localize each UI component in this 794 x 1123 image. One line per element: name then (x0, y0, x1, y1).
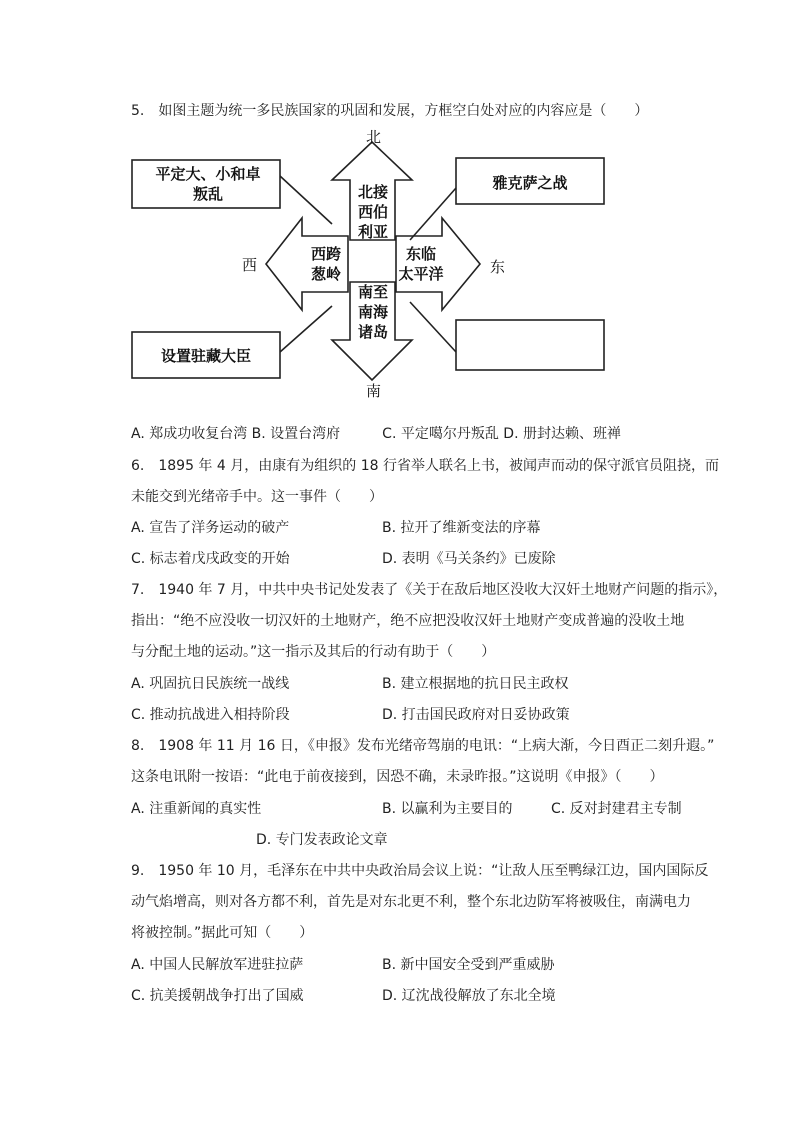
arrow-north-line-3: 利亚 (357, 223, 388, 241)
q7-option-b: B. 建立根据地的抗日民主政权 (382, 676, 569, 692)
q8-stem-line-2: 这条电讯附一按语：“此电于前夜接到，因恐不确，未录昨报。”这说明《申报》（ ） (131, 769, 664, 785)
box-top-left-line-1: 平定大、小和卓 (155, 165, 261, 183)
box-top-left (146, 164, 270, 204)
direction-south: 南 (366, 382, 382, 400)
arrow-south-line-2: 南海 (357, 303, 388, 321)
q6-option-b: B. 拉开了维新变法的序幕 (382, 520, 541, 536)
q7-stem-line-3: 与分配土地的运动。”这一指示及其后的行动有助于（ ） (131, 644, 496, 660)
q9-stem-line-3: 将被控制。”据此可知（ ） (131, 925, 314, 941)
box-top-left-line-2: 叛乱 (192, 185, 223, 203)
q5-stem: 5. 如图主题为统一多民族国家的巩固和发展，方框空白处对应的内容应是（ ） (131, 103, 649, 119)
connector-bottom-right (410, 302, 456, 352)
arrow-west-line-1: 西跨 (310, 245, 341, 263)
q8-option-b: B. 以赢利为主要目的 (382, 801, 513, 817)
arrow-east-line-1: 东临 (405, 245, 436, 263)
arrow-north-line-1: 北接 (357, 183, 388, 201)
arrow-south-line-1: 南至 (357, 283, 388, 301)
q7-option-a: A. 巩固抗日民族统一战线 (131, 676, 290, 692)
q8-option-c: C. 反对封建君主专制 (551, 801, 682, 817)
q5-options: A. 郑成功收复台湾 B. 设置台湾府 C. 平定噶尔丹叛乱 D. 册封达赖、班禅 (131, 426, 621, 442)
q7-option-c: C. 推动抗战进入相持阶段 (131, 707, 290, 723)
q9-stem-line-1: 9. 1950 年 10 月，毛泽东在中共中央政治局会议上说：“让敌人压至鸭绿江边，国内国际反 (131, 863, 709, 879)
arrow-west-line-2: 葱岭 (310, 265, 341, 283)
q7-option-d: D. 打击国民政府对日妥协政策 (382, 707, 570, 723)
q8-stem-line-1: 8. 1908 年 11 月 16 日，《申报》发布光绪帝驾崩的电讯：“上病大渐，今日酉正二刻升遐。” (131, 738, 715, 754)
q6-stem-line-1: 6. 1895 年 4 月，由康有为组织的 18 行省举人联名上书，被闻声而动的保守派官员阻挠，而 (131, 458, 719, 474)
q6-option-a: A. 宣告了洋务运动的破产 (131, 520, 290, 536)
q7-stem-line-2: 指出：“绝不应没收一切汉奸的土地财产，绝不应把没收汉奸土地财产变成普遍的没收土地 (131, 613, 685, 629)
direction-east: 东 (490, 258, 506, 276)
box-bottom-left: 设置驻藏大臣 (160, 347, 251, 365)
q6-option-c: C. 标志着戊戌政变的开始 (131, 551, 290, 567)
arrow-west-text (304, 244, 348, 284)
connector-top-left (280, 176, 332, 224)
arrow-east-line-2: 太平洋 (398, 265, 444, 283)
q9-option-c: C. 抗美援朝战争打出了国威 (131, 988, 304, 1004)
q6-stem-line-2: 未能交到光绪帝手中。这一事件（ ） (131, 489, 383, 505)
arrow-north-text (352, 182, 394, 242)
arrow-east-text (392, 244, 450, 284)
arrow-north-line-2: 西伯 (357, 203, 388, 221)
box-bottom-right-frame (456, 320, 604, 370)
arrow-south-text (352, 282, 394, 342)
arrow-south-line-3: 诸岛 (357, 323, 388, 341)
q7-stem-line-1: 7. 1940 年 7 月，中共中央书记处发表了《关于在敌后地区没收大汉奸土地财产问题的指示》， (131, 582, 728, 598)
q9-option-a: A. 中国人民解放军进驻拉萨 (131, 957, 304, 973)
q8-option-d: D. 专门发表政论文章 (256, 832, 388, 848)
direction-west: 西 (242, 256, 258, 274)
q9-option-b: B. 新中国安全受到严重威胁 (382, 957, 555, 973)
connector-bottom-left (280, 306, 332, 352)
q9-stem-line-2: 动气焰增高，则对各方都不利，首先是对东北更不利，整个东北边防军将被吸住，南满电力 (131, 894, 691, 910)
q8-option-a: A. 注重新闻的真实性 (131, 801, 262, 817)
q6-option-d: D. 表明《马关条约》已废除 (382, 551, 556, 567)
q5-diagram (120, 128, 620, 404)
q9-option-d: D. 辽沈战役解放了东北全境 (382, 988, 556, 1004)
direction-north: 北 (366, 128, 382, 146)
box-top-right: 雅克萨之战 (492, 174, 568, 192)
